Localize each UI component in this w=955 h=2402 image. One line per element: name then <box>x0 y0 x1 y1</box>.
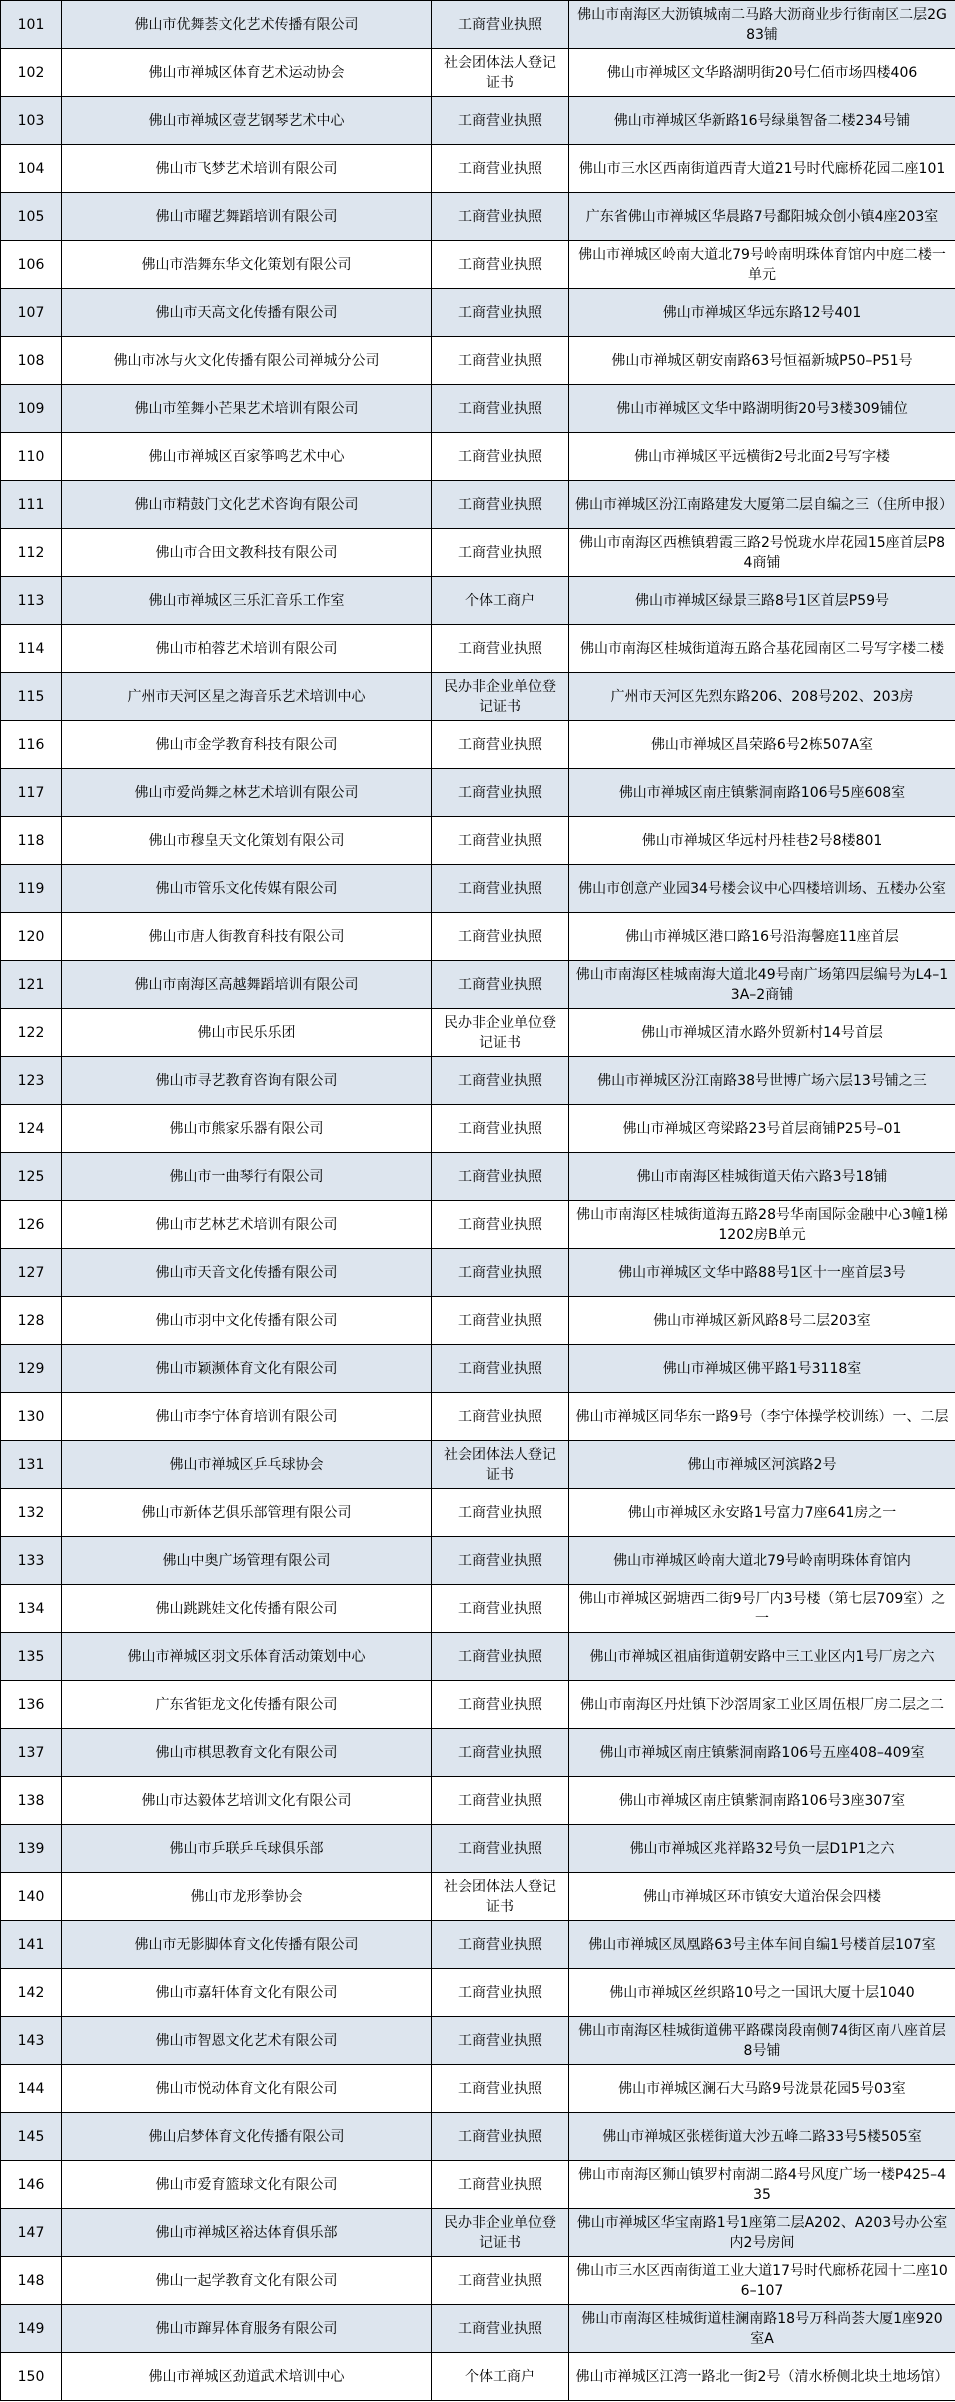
row-number-cell: 150 <box>1 2353 62 2401</box>
address-cell: 佛山市禅城区弯梁路23号首层商铺P25号–01 <box>569 1105 955 1153</box>
table-row <box>1 913 955 961</box>
table-row <box>1 1969 955 2017</box>
license-type-cell: 工商营业执照 <box>432 97 569 145</box>
row-number-cell: 105 <box>1 193 62 241</box>
organization-name-cell: 佛山市飞梦艺术培训有限公司 <box>62 145 432 193</box>
organization-name-cell: 佛山市禅城区劲道武术培训中心 <box>62 2353 432 2401</box>
table-row <box>1 2065 955 2113</box>
organization-name-cell: 佛山市乒联乒乓球俱乐部 <box>62 1825 432 1873</box>
row-number-cell: 141 <box>1 1921 62 1969</box>
table-row <box>1 625 955 673</box>
address-cell: 佛山市创意产业园34号楼会议中心四楼培训场、五楼办公室 <box>569 865 955 913</box>
table-row <box>1 145 955 193</box>
license-type-cell: 工商营业执照 <box>432 1681 569 1729</box>
license-type-cell: 工商营业执照 <box>432 1825 569 1873</box>
organization-name-cell: 佛山市天高文化传播有限公司 <box>62 289 432 337</box>
table-row <box>1 1297 955 1345</box>
row-number-cell: 108 <box>1 337 62 385</box>
address-cell: 佛山市禅城区平远横街2号北面2号写字楼 <box>569 433 955 481</box>
license-type-cell: 民办非企业单位登记证书 <box>432 2209 569 2257</box>
row-number-cell: 132 <box>1 1489 62 1537</box>
row-number-cell: 148 <box>1 2257 62 2305</box>
license-type-cell: 工商营业执照 <box>432 1345 569 1393</box>
table-row <box>1 1537 955 1585</box>
license-type-cell: 工商营业执照 <box>432 1297 569 1345</box>
organization-name-cell: 佛山市禅城区壹艺钢琴艺术中心 <box>62 97 432 145</box>
table-row <box>1 385 955 433</box>
table-row <box>1 1153 955 1201</box>
organization-name-cell: 佛山市寻艺教育咨询有限公司 <box>62 1057 432 1105</box>
address-cell: 佛山市禅城区弼塘西二街9号厂内3号楼（第七层709室）之一 <box>569 1585 955 1633</box>
address-cell: 佛山市禅城区清水路外贸新村14号首层 <box>569 1009 955 1057</box>
table-row <box>1 2209 955 2257</box>
address-cell: 佛山市禅城区文华路湖明街20号仁佰市场四楼406 <box>569 49 955 97</box>
address-cell: 佛山市禅城区岭南大道北79号岭南明珠体育馆内中庭二楼一单元 <box>569 241 955 289</box>
organization-name-cell: 佛山市嘉轩体育文化有限公司 <box>62 1969 432 2017</box>
address-cell: 佛山市禅城区华远村丹桂巷2号8楼801 <box>569 817 955 865</box>
table-row <box>1 1009 955 1057</box>
organization-name-cell: 佛山市颖濒体育文化有限公司 <box>62 1345 432 1393</box>
table-row <box>1 577 955 625</box>
address-cell: 佛山市禅城区岭南大道北79号岭南明珠体育馆内 <box>569 1537 955 1585</box>
license-type-cell: 工商营业执照 <box>432 2305 569 2353</box>
organization-name-cell: 佛山市爱育篮球文化有限公司 <box>62 2161 432 2209</box>
address-cell: 佛山市禅城区丝织路10号之一国讯大厦十层1040 <box>569 1969 955 2017</box>
table-row <box>1 1921 955 1969</box>
organization-name-cell: 佛山启梦体育文化传播有限公司 <box>62 2113 432 2161</box>
license-type-cell: 工商营业执照 <box>432 817 569 865</box>
table-row <box>1 1441 955 1489</box>
row-number-cell: 113 <box>1 577 62 625</box>
row-number-cell: 112 <box>1 529 62 577</box>
license-type-cell: 工商营业执照 <box>432 2161 569 2209</box>
row-number-cell: 138 <box>1 1777 62 1825</box>
address-cell: 佛山市南海区桂城街道桂澜南路18号万科尚荟大厦1座920室A <box>569 2305 955 2353</box>
table-row <box>1 49 955 97</box>
table-row <box>1 817 955 865</box>
row-number-cell: 104 <box>1 145 62 193</box>
table-row <box>1 1489 955 1537</box>
organization-name-cell: 佛山市唐人街教育科技有限公司 <box>62 913 432 961</box>
row-number-cell: 142 <box>1 1969 62 2017</box>
address-cell: 佛山市禅城区佛平路1号3118室 <box>569 1345 955 1393</box>
license-type-cell: 工商营业执照 <box>432 961 569 1009</box>
address-cell: 佛山市三水区西南街道工业大道17号时代廊桥花园十二座106–107 <box>569 2257 955 2305</box>
organization-name-cell: 佛山市禅城区体育艺术运动协会 <box>62 49 432 97</box>
address-cell: 佛山市禅城区文华中路湖明街20号3楼309铺位 <box>569 385 955 433</box>
address-cell: 广东省佛山市禅城区华晨路7号鄱阳城众创小镇4座203室 <box>569 193 955 241</box>
row-number-cell: 139 <box>1 1825 62 1873</box>
license-type-cell: 工商营业执照 <box>432 721 569 769</box>
license-type-cell: 个体工商户 <box>432 2353 569 2401</box>
organization-name-cell: 佛山市禅城区乒乓球协会 <box>62 1441 432 1489</box>
table-row <box>1 241 955 289</box>
license-type-cell: 工商营业执照 <box>432 1633 569 1681</box>
organization-name-cell: 佛山市棋思教育文化有限公司 <box>62 1729 432 1777</box>
address-cell: 佛山市禅城区华宝南路1号1座第二层A202、A203号办公室内2号房间 <box>569 2209 955 2257</box>
address-cell: 佛山市南海区桂城街道海五路合基花园南区二号写字楼二楼 <box>569 625 955 673</box>
address-cell: 佛山市南海区桂城街道天佑六路3号18铺 <box>569 1153 955 1201</box>
table-row <box>1 1201 955 1249</box>
row-number-cell: 127 <box>1 1249 62 1297</box>
address-cell: 佛山市禅城区祖庙街道朝安路中三工业区内1号厂房之六 <box>569 1633 955 1681</box>
license-type-cell: 工商营业执照 <box>432 1153 569 1201</box>
table-row <box>1 1825 955 1873</box>
table-row <box>1 2305 955 2353</box>
organization-name-cell: 佛山市管乐文化传媒有限公司 <box>62 865 432 913</box>
row-number-cell: 120 <box>1 913 62 961</box>
license-type-cell: 个体工商户 <box>432 577 569 625</box>
license-type-cell: 工商营业执照 <box>432 865 569 913</box>
address-cell: 佛山市禅城区南庄镇紫洞南路106号3座307室 <box>569 1777 955 1825</box>
table-row <box>1 961 955 1009</box>
address-cell: 佛山市三水区西南街道西青大道21号时代廊桥花园二座101 <box>569 145 955 193</box>
row-number-cell: 146 <box>1 2161 62 2209</box>
table-row <box>1 2161 955 2209</box>
organization-name-cell: 佛山市龙形拳协会 <box>62 1873 432 1921</box>
address-cell: 佛山市禅城区永安路1号富力7座641房之一 <box>569 1489 955 1537</box>
row-number-cell: 128 <box>1 1297 62 1345</box>
table-row <box>1 1729 955 1777</box>
row-number-cell: 134 <box>1 1585 62 1633</box>
organization-name-cell: 佛山市禅城区裕达体育俱乐部 <box>62 2209 432 2257</box>
table-row <box>1 1345 955 1393</box>
license-type-cell: 工商营业执照 <box>432 1729 569 1777</box>
row-number-cell: 110 <box>1 433 62 481</box>
row-number-cell: 136 <box>1 1681 62 1729</box>
address-cell: 佛山市禅城区凤凰路63号主体车间自编1号楼首层107室 <box>569 1921 955 1969</box>
license-type-cell: 工商营业执照 <box>432 1921 569 1969</box>
table-row <box>1 1393 955 1441</box>
license-type-cell: 社会团体法人登记证书 <box>432 1873 569 1921</box>
license-type-cell: 工商营业执照 <box>432 1201 569 1249</box>
table-row <box>1 97 955 145</box>
organization-name-cell: 佛山市柏蓉艺术培训有限公司 <box>62 625 432 673</box>
address-cell: 佛山市禅城区朝安南路63号恒福新城P50–P51号 <box>569 337 955 385</box>
table-row <box>1 769 955 817</box>
organization-name-cell: 佛山市无影脚体育文化传播有限公司 <box>62 1921 432 1969</box>
row-number-cell: 140 <box>1 1873 62 1921</box>
table-row <box>1 2113 955 2161</box>
organization-name-cell: 佛山市优舞荟文化艺术传播有限公司 <box>62 1 432 49</box>
organization-name-cell: 佛山市熊家乐器有限公司 <box>62 1105 432 1153</box>
license-type-cell: 工商营业执照 <box>432 1489 569 1537</box>
organization-name-cell: 佛山市一曲琴行有限公司 <box>62 1153 432 1201</box>
license-type-cell: 社会团体法人登记证书 <box>432 49 569 97</box>
organization-name-cell: 佛山市穆皇天文化策划有限公司 <box>62 817 432 865</box>
license-type-cell: 工商营业执照 <box>432 529 569 577</box>
license-type-cell: 工商营业执照 <box>432 1777 569 1825</box>
license-type-cell: 工商营业执照 <box>432 2113 569 2161</box>
license-type-cell: 工商营业执照 <box>432 913 569 961</box>
table-row <box>1 1 955 49</box>
address-cell: 佛山市禅城区汾江南路建发大厦第二层自编之三（住所申报） <box>569 481 955 529</box>
organization-name-cell: 佛山市禅城区三乐汇音乐工作室 <box>62 577 432 625</box>
row-number-cell: 124 <box>1 1105 62 1153</box>
license-type-cell: 民办非企业单位登记证书 <box>432 1009 569 1057</box>
address-cell: 佛山市禅城区港口路16号沿海馨庭11座首层 <box>569 913 955 961</box>
row-number-cell: 130 <box>1 1393 62 1441</box>
license-type-cell: 工商营业执照 <box>432 145 569 193</box>
address-cell: 佛山市南海区桂城南海大道北49号南广场第四层编号为L4–13A–2商铺 <box>569 961 955 1009</box>
license-type-cell: 社会团体法人登记证书 <box>432 1441 569 1489</box>
license-type-cell: 工商营业执照 <box>432 2065 569 2113</box>
table-row <box>1 1633 955 1681</box>
row-number-cell: 101 <box>1 1 62 49</box>
organization-name-cell: 佛山市李宁体育培训有限公司 <box>62 1393 432 1441</box>
table-row <box>1 2353 955 2401</box>
organization-name-cell: 佛山市天音文化传播有限公司 <box>62 1249 432 1297</box>
table-row <box>1 1105 955 1153</box>
address-cell: 佛山市禅城区张槎街道大沙五峰二路33号5楼505室 <box>569 2113 955 2161</box>
license-type-cell: 工商营业执照 <box>432 1105 569 1153</box>
row-number-cell: 129 <box>1 1345 62 1393</box>
row-number-cell: 126 <box>1 1201 62 1249</box>
table-row <box>1 673 955 721</box>
license-type-cell: 工商营业执照 <box>432 1969 569 2017</box>
row-number-cell: 149 <box>1 2305 62 2353</box>
row-number-cell: 102 <box>1 49 62 97</box>
organization-name-cell: 佛山市浩舞东华文化策划有限公司 <box>62 241 432 289</box>
organization-name-cell: 佛山市合田文教科技有限公司 <box>62 529 432 577</box>
row-number-cell: 106 <box>1 241 62 289</box>
organization-name-cell: 佛山市蹿昇体育服务有限公司 <box>62 2305 432 2353</box>
table-row <box>1 1777 955 1825</box>
organization-name-cell: 佛山市智恩文化艺术有限公司 <box>62 2017 432 2065</box>
table-row <box>1 529 955 577</box>
table-row <box>1 721 955 769</box>
license-type-cell: 工商营业执照 <box>432 625 569 673</box>
row-number-cell: 121 <box>1 961 62 1009</box>
row-number-cell: 122 <box>1 1009 62 1057</box>
table-row <box>1 2257 955 2305</box>
row-number-cell: 137 <box>1 1729 62 1777</box>
address-cell: 佛山市禅城区华远东路12号401 <box>569 289 955 337</box>
row-number-cell: 135 <box>1 1633 62 1681</box>
license-type-cell: 工商营业执照 <box>432 1393 569 1441</box>
row-number-cell: 133 <box>1 1537 62 1585</box>
address-cell: 佛山市禅城区新风路8号二层203室 <box>569 1297 955 1345</box>
license-type-cell: 工商营业执照 <box>432 433 569 481</box>
address-cell: 佛山市禅城区澜石大马路9号泷景花园5号03室 <box>569 2065 955 2113</box>
organization-name-cell: 佛山市羽中文化传播有限公司 <box>62 1297 432 1345</box>
address-cell: 佛山市禅城区绿景三路8号1区首层P59号 <box>569 577 955 625</box>
address-cell: 佛山市禅城区南庄镇紫洞南路106号5座608室 <box>569 769 955 817</box>
row-number-cell: 115 <box>1 673 62 721</box>
organization-name-cell: 佛山一起学教育文化有限公司 <box>62 2257 432 2305</box>
table-row <box>1 1249 955 1297</box>
row-number-cell: 147 <box>1 2209 62 2257</box>
license-type-cell: 工商营业执照 <box>432 481 569 529</box>
address-cell: 佛山市南海区丹灶镇下沙滘周家工业区周伍根厂房二层之二 <box>569 1681 955 1729</box>
organization-name-cell: 佛山市金学教育科技有限公司 <box>62 721 432 769</box>
organization-name-cell: 广东省钜龙文化传播有限公司 <box>62 1681 432 1729</box>
organization-name-cell: 佛山市禅城区羽文乐体育活动策划中心 <box>62 1633 432 1681</box>
table-row <box>1 193 955 241</box>
row-number-cell: 119 <box>1 865 62 913</box>
row-number-cell: 123 <box>1 1057 62 1105</box>
row-number-cell: 143 <box>1 2017 62 2065</box>
license-type-cell: 工商营业执照 <box>432 2017 569 2065</box>
license-type-cell: 工商营业执照 <box>432 1585 569 1633</box>
organization-name-cell: 佛山中奥广场管理有限公司 <box>62 1537 432 1585</box>
organization-name-cell: 佛山市曜艺舞蹈培训有限公司 <box>62 193 432 241</box>
address-cell: 佛山市禅城区南庄镇紫洞南路106号五座408–409室 <box>569 1729 955 1777</box>
address-cell: 佛山市禅城区环市镇安大道治保会四楼 <box>569 1873 955 1921</box>
table-row <box>1 1057 955 1105</box>
address-cell: 佛山市禅城区华新路16号绿巢智备二楼234号铺 <box>569 97 955 145</box>
address-cell: 佛山市禅城区同华东一路9号（李宁体操学校训练）一、二层 <box>569 1393 955 1441</box>
license-type-cell: 工商营业执照 <box>432 289 569 337</box>
organization-name-cell: 佛山市笙舞小芒果艺术培训有限公司 <box>62 385 432 433</box>
organization-name-cell: 佛山市达毅体艺培训文化有限公司 <box>62 1777 432 1825</box>
row-number-cell: 144 <box>1 2065 62 2113</box>
row-number-cell: 118 <box>1 817 62 865</box>
organization-name-cell: 佛山市民乐乐团 <box>62 1009 432 1057</box>
organization-name-cell: 佛山市爱尚舞之林艺术培训有限公司 <box>62 769 432 817</box>
address-cell: 佛山市南海区桂城街道海五路28号华南国际金融中心3幢1梯1202房B单元 <box>569 1201 955 1249</box>
organization-name-cell: 佛山市新体艺俱乐部管理有限公司 <box>62 1489 432 1537</box>
organization-name-cell: 佛山跳跳娃文化传播有限公司 <box>62 1585 432 1633</box>
address-cell: 佛山市南海区大沥镇城南二马路大沥商业步行街南区二层2G83铺 <box>569 1 955 49</box>
row-number-cell: 109 <box>1 385 62 433</box>
row-number-cell: 107 <box>1 289 62 337</box>
license-type-cell: 工商营业执照 <box>432 337 569 385</box>
address-cell: 广州市天河区先烈东路206、208号202、203房 <box>569 673 955 721</box>
table-body <box>1 1 955 2401</box>
table-row <box>1 337 955 385</box>
license-type-cell: 工商营业执照 <box>432 1057 569 1105</box>
table-row <box>1 481 955 529</box>
address-cell: 佛山市南海区桂城街道佛平路碟岗段南侧74街区南八座首层8号铺 <box>569 2017 955 2065</box>
row-number-cell: 114 <box>1 625 62 673</box>
organization-name-cell: 佛山市艺林艺术培训有限公司 <box>62 1201 432 1249</box>
address-cell: 佛山市禅城区文华中路88号1区十一座首层3号 <box>569 1249 955 1297</box>
license-type-cell: 工商营业执照 <box>432 193 569 241</box>
address-cell: 佛山市南海区狮山镇罗村南湖二路4号风度广场一楼P425–435 <box>569 2161 955 2209</box>
organization-name-cell: 佛山市禅城区百家筝鸣艺术中心 <box>62 433 432 481</box>
address-cell: 佛山市禅城区兆祥路32号负一层D1P1之六 <box>569 1825 955 1873</box>
address-cell: 佛山市禅城区河滨路2号 <box>569 1441 955 1489</box>
address-cell: 佛山市禅城区汾江南路38号世博广场六层13号铺之三 <box>569 1057 955 1105</box>
address-cell: 佛山市禅城区昌荣路6号2栋507A室 <box>569 721 955 769</box>
row-number-cell: 125 <box>1 1153 62 1201</box>
row-number-cell: 116 <box>1 721 62 769</box>
address-cell: 佛山市南海区西樵镇碧霞三路2号悦珑水岸花园15座首层P84商铺 <box>569 529 955 577</box>
license-type-cell: 工商营业执照 <box>432 1537 569 1585</box>
organization-name-cell: 佛山市南海区高越舞蹈培训有限公司 <box>62 961 432 1009</box>
license-type-cell: 工商营业执照 <box>432 1 569 49</box>
table-row <box>1 289 955 337</box>
table-row <box>1 1681 955 1729</box>
table-row <box>1 1873 955 1921</box>
license-type-cell: 工商营业执照 <box>432 385 569 433</box>
organization-name-cell: 佛山市冰与火文化传播有限公司禅城分公司 <box>62 337 432 385</box>
row-number-cell: 145 <box>1 2113 62 2161</box>
license-type-cell: 工商营业执照 <box>432 769 569 817</box>
address-cell: 佛山市禅城区江湾一路北一街2号（清水桥侧北块土地场馆） <box>569 2353 955 2401</box>
table-row <box>1 1585 955 1633</box>
organization-name-cell: 佛山市悦动体育文化有限公司 <box>62 2065 432 2113</box>
license-type-cell: 工商营业执照 <box>432 1249 569 1297</box>
table-row <box>1 2017 955 2065</box>
license-type-cell: 民办非企业单位登记证书 <box>432 673 569 721</box>
license-type-cell: 工商营业执照 <box>432 241 569 289</box>
table-row <box>1 865 955 913</box>
row-number-cell: 131 <box>1 1441 62 1489</box>
row-number-cell: 103 <box>1 97 62 145</box>
organization-name-cell: 广州市天河区星之海音乐艺术培训中心 <box>62 673 432 721</box>
organization-name-cell: 佛山市精鼓门文化艺术咨询有限公司 <box>62 481 432 529</box>
row-number-cell: 117 <box>1 769 62 817</box>
license-type-cell: 工商营业执照 <box>432 2257 569 2305</box>
table-row <box>1 433 955 481</box>
row-number-cell: 111 <box>1 481 62 529</box>
